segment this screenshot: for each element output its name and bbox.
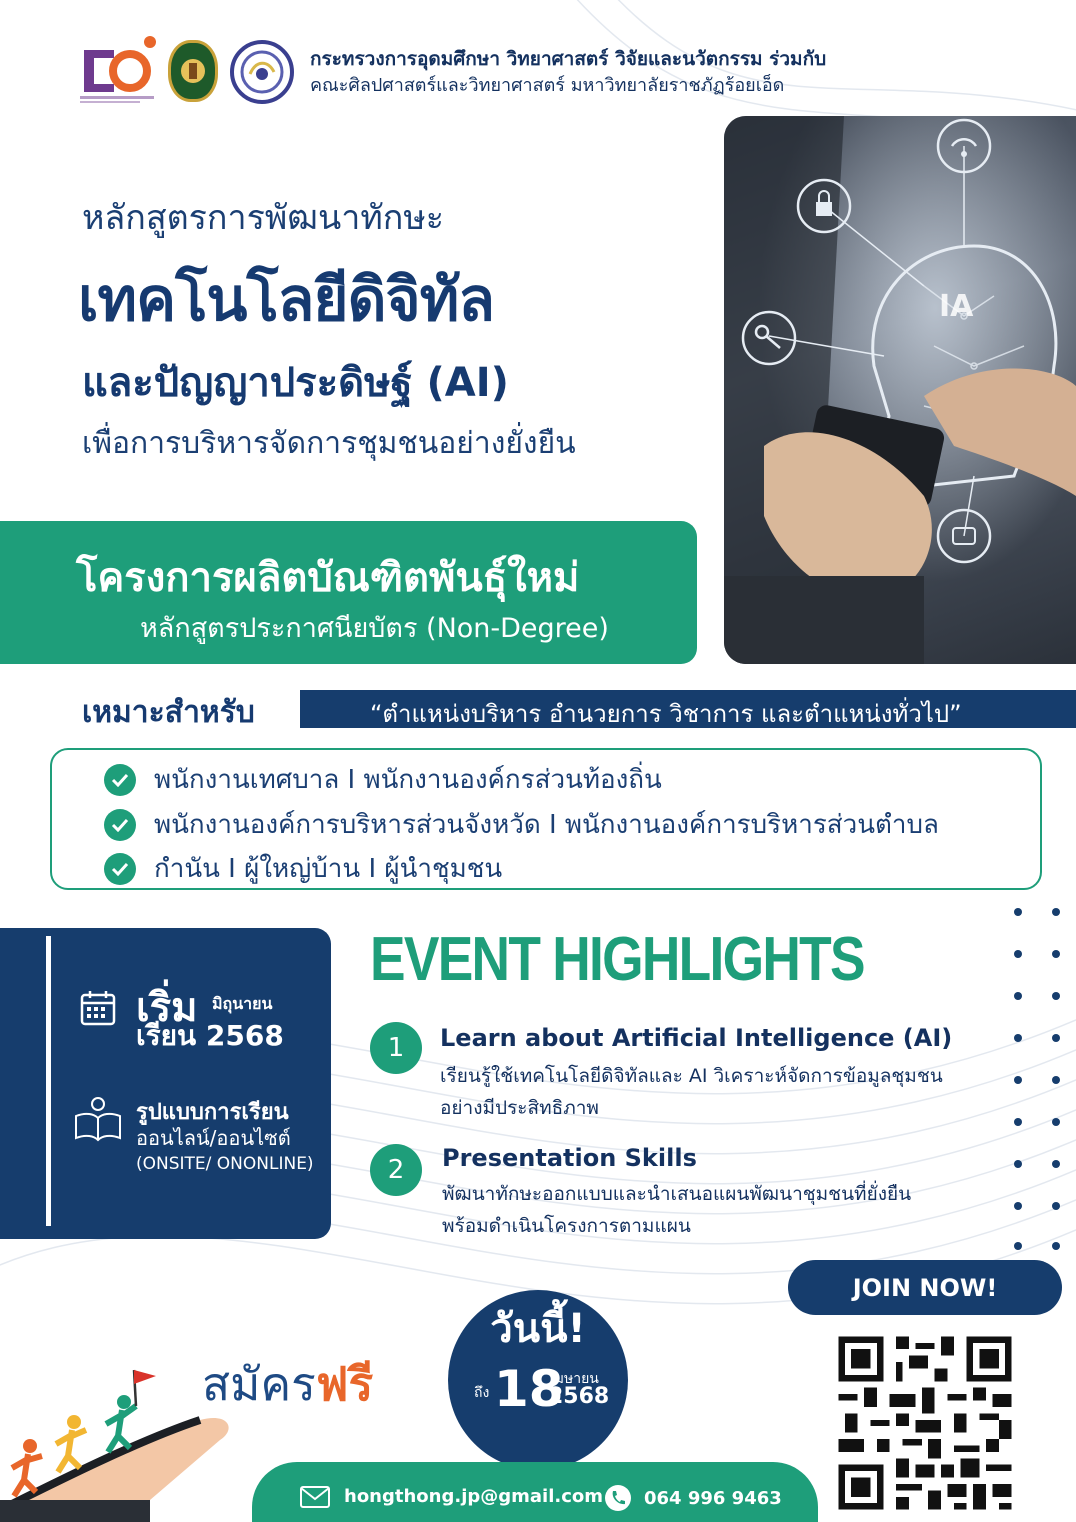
highlight-desc: เรียนรู้ใช้เทคโนโลยีดิจิทัลและ AI วิเคราะห์จัดการข้อมูลชุมชน	[440, 1065, 943, 1087]
start-year: เรียน 2568	[136, 1019, 284, 1052]
highlight-number: 1	[370, 1022, 422, 1074]
book-idea-icon	[74, 1096, 122, 1146]
audience-item-text: พนักงานเทศบาล I พนักงานองค์กรส่วนท้องถิ่น	[154, 765, 662, 795]
audience-item-text: พนักงานองค์การบริหารส่วนจังหวัด I พนักงานองค์การบริหารส่วนตำบล	[154, 810, 939, 840]
deadline-until: ถึง	[474, 1385, 490, 1401]
calendar-icon	[80, 990, 116, 1030]
join-now-button[interactable]: JOIN NOW!	[788, 1260, 1062, 1315]
deadline-today: วันนี้!	[490, 1306, 586, 1352]
audience-item	[104, 759, 662, 800]
mail-icon	[300, 1486, 330, 1512]
event-highlights-title: EVENT HIGHLIGHTS	[370, 925, 864, 994]
highlight-desc: พัฒนาทักษะออกแบบและนำเสนอแผนพัฒนาชุมชนที่ยั่งยืน	[442, 1183, 912, 1205]
highlight-title: Presentation Skills	[442, 1144, 697, 1172]
start-month: มิถุนายน	[212, 994, 273, 1013]
mhesi-logo	[76, 36, 158, 106]
organization-line-2: คณะศิลปศาสตร์และวิทยาศาสตร์ มหาวิทยาลัยราชภัฏร้อยเอ็ด	[310, 75, 785, 96]
deadline-day: 18	[494, 1360, 564, 1418]
highlight-title: Learn about Artificial Intelligence (AI)	[440, 1024, 953, 1052]
climbing-people-illustration	[0, 1360, 240, 1522]
highlight-desc: อย่างมีประสิทธิภาพ	[440, 1097, 599, 1119]
title-line-1: หลักสูตรการพัฒนาทักษะ	[82, 198, 444, 238]
ai-hero-photo	[724, 116, 1076, 664]
qr-code[interactable]	[832, 1330, 1018, 1516]
format-mode-english: (ONSITE/ ONONLINE)	[136, 1154, 314, 1174]
suitable-for-quote: “ตำแหน่งบริหาร อำนวยการ วิชาการ และตำแหน่งทั่วไป”	[370, 700, 962, 728]
deadline-month: เมษายน	[550, 1371, 599, 1387]
format-mode: ออนไลน์/ออนไซต์	[136, 1126, 291, 1150]
highlight-desc: พร้อมดำเนินโครงการตามแผน	[442, 1215, 691, 1237]
format-title: รูปแบบการเรียน	[136, 1100, 289, 1125]
highlight-number: 2	[370, 1144, 422, 1196]
deadline-year: 2568	[548, 1384, 610, 1409]
title-line-2: เทคโนโลยีดิจิทัล	[78, 265, 495, 335]
phone-icon	[604, 1484, 632, 1516]
contact-phone[interactable]: 064 996 9463	[644, 1488, 782, 1509]
program-title: โครงการผลิตบัณฑิตพันธุ์ใหม่	[76, 555, 580, 601]
apply-word: สมัคร	[202, 1357, 316, 1411]
audience-item-text: กำนัน I ผู้ใหญ่บ้าน I ผู้นำชุมชน	[154, 854, 503, 884]
university-seal-logo	[168, 40, 218, 102]
check-icon	[104, 809, 136, 841]
free-word: ฟรี	[315, 1357, 374, 1411]
audience-item	[104, 848, 502, 889]
suitable-for-label: เหมาะสำหรับ	[82, 695, 255, 730]
audience-item	[104, 804, 939, 845]
ia-label: IA	[939, 289, 974, 324]
program-subtitle: หลักสูตรประกาศนียบัตร (Non-Degree)	[140, 613, 609, 644]
title-line-4: เพื่อการบริหารจัดการชุมชนอย่างยั่งยืน	[82, 426, 576, 461]
schedule-divider	[46, 936, 51, 1226]
start-word: เริ่ม	[136, 985, 198, 1031]
contact-email[interactable]: hongthong.jp@gmail.com	[344, 1486, 604, 1507]
title-line-3: และปัญญาประดิษฐ์ (AI)	[82, 360, 509, 406]
faculty-logo	[230, 40, 294, 104]
decorative-dots	[1002, 900, 1072, 1260]
organization-line-1: กระทรวงการอุดมศึกษา วิทยาศาสตร์ วิจัยและนวัตกรรม ร่วมกับ	[310, 48, 827, 70]
check-icon	[104, 764, 136, 796]
check-icon	[104, 853, 136, 885]
